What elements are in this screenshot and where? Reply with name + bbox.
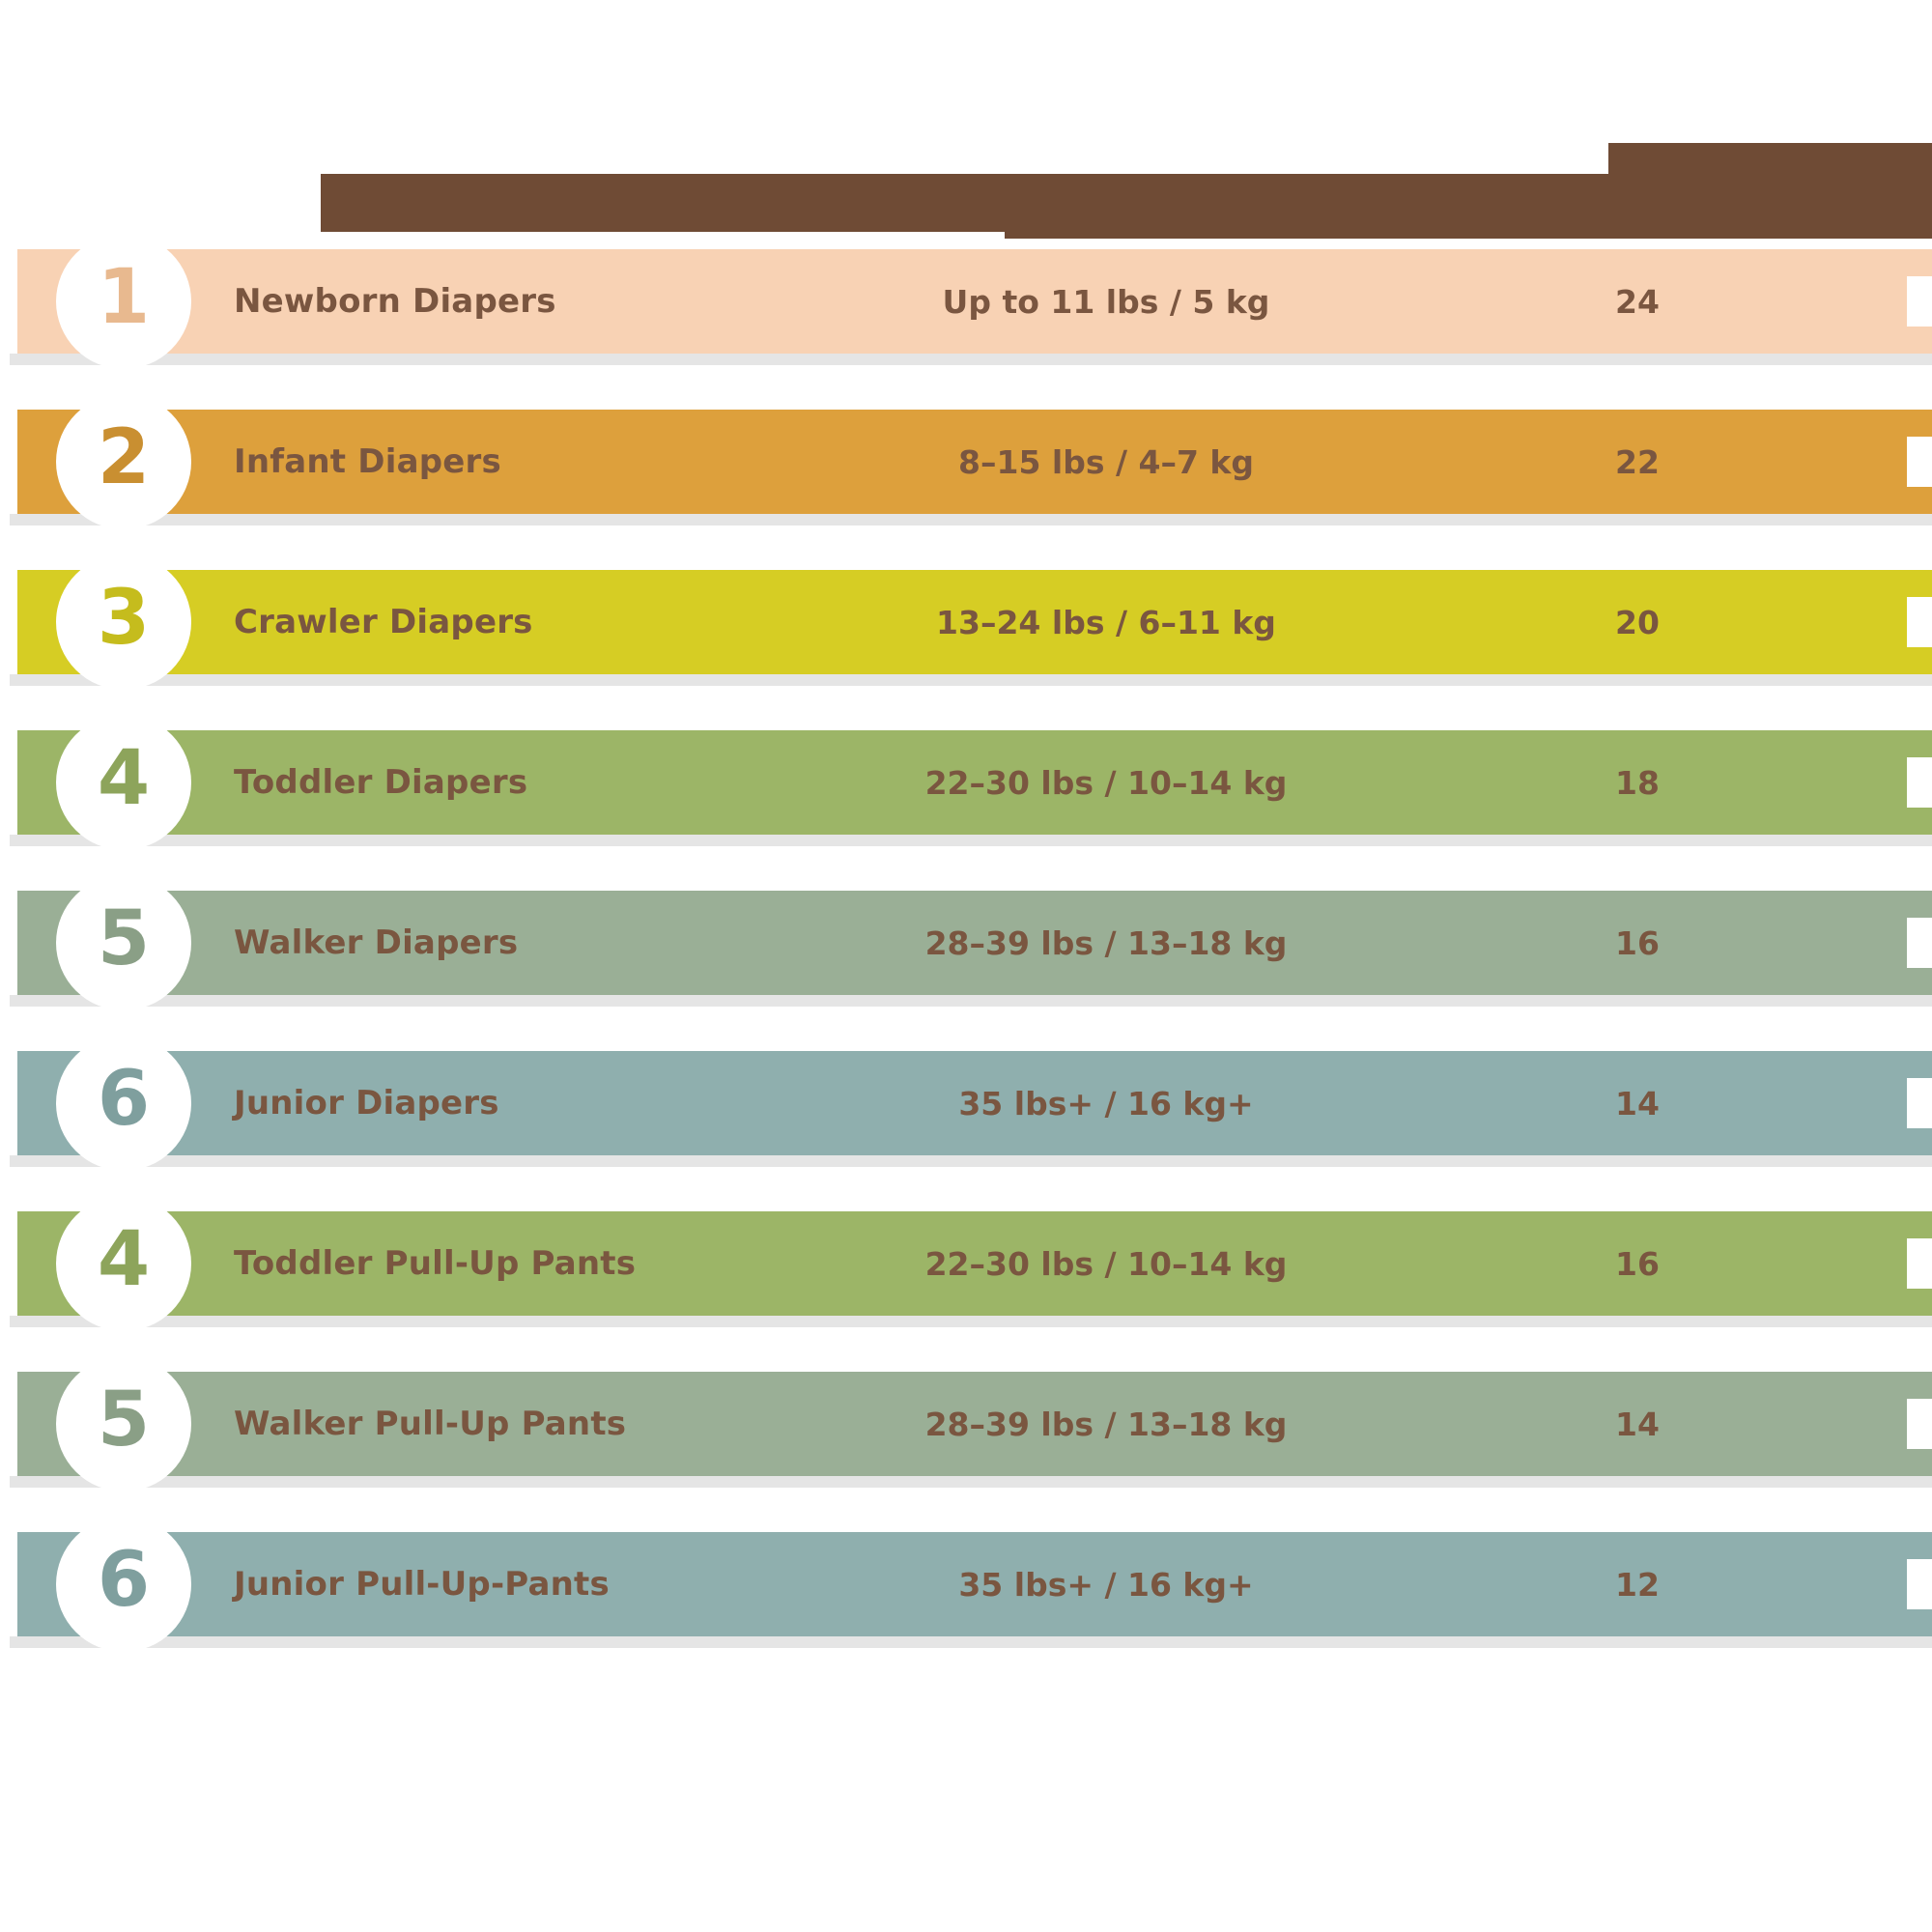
weight-range: 35 lbs+ / 16 kg+ — [958, 1565, 1254, 1604]
weight-range: 13–24 lbs / 6–11 kg — [936, 603, 1276, 641]
weight-range: 35 lbs+ / 16 kg+ — [958, 1084, 1254, 1122]
weight-range: 28–39 lbs / 13–18 kg — [924, 923, 1288, 962]
row-right-notch — [1907, 1078, 1932, 1128]
size-number: 5 — [97, 1377, 151, 1463]
row-left-cap — [0, 410, 17, 514]
product-name: Toddler Diapers — [234, 763, 528, 802]
product-name: Junior Diapers — [234, 1084, 499, 1122]
table-row[interactable] — [0, 891, 1932, 995]
product-name: Toddler Pull-Up Pants — [234, 1244, 637, 1283]
product-name: Newborn Diapers — [234, 282, 556, 321]
size-badge — [56, 554, 191, 690]
size-badge — [56, 1356, 191, 1492]
size-number: 3 — [97, 575, 151, 662]
table-row[interactable] — [0, 730, 1932, 835]
count-per-pack: 18 — [1615, 763, 1660, 802]
row-left-cap — [0, 1372, 17, 1476]
row-right-notch — [1907, 1238, 1932, 1289]
row-left-cap — [0, 730, 17, 835]
count-per-pack: 14 — [1615, 1405, 1660, 1443]
row-left-cap — [0, 249, 17, 354]
count-per-pack: 22 — [1615, 442, 1660, 481]
weight-range: 28–39 lbs / 13–18 kg — [924, 1405, 1288, 1443]
size-badge — [56, 875, 191, 1010]
table-row[interactable] — [0, 570, 1932, 674]
table-row[interactable] — [0, 1211, 1932, 1316]
size-badge — [56, 394, 191, 529]
row-right-notch — [1907, 1559, 1932, 1609]
product-name: Walker Pull-Up Pants — [234, 1405, 627, 1443]
weight-range: 22–30 lbs / 10–14 kg — [924, 763, 1288, 802]
count-per-pack: 16 — [1615, 923, 1660, 962]
size-badge — [56, 1036, 191, 1171]
count-per-pack: 14 — [1615, 1084, 1660, 1122]
row-right-notch — [1907, 757, 1932, 808]
size-badge — [56, 1517, 191, 1652]
row-left-cap — [0, 570, 17, 674]
size-number: 5 — [97, 895, 151, 982]
product-name: Infant Diapers — [234, 442, 501, 481]
size-badge — [56, 1196, 191, 1331]
row-left-cap — [0, 1051, 17, 1155]
product-name: Crawler Diapers — [234, 603, 533, 641]
header-band-top-segment — [1608, 143, 1932, 178]
count-per-pack: 24 — [1615, 282, 1660, 321]
size-number: 6 — [97, 1056, 151, 1143]
count-per-pack: 20 — [1615, 603, 1660, 641]
row-left-cap — [0, 1532, 17, 1636]
table-row[interactable] — [0, 1051, 1932, 1155]
row-right-notch — [1907, 437, 1932, 487]
size-badge — [56, 715, 191, 850]
size-number: 6 — [97, 1537, 151, 1624]
size-badge — [56, 234, 191, 369]
row-right-notch — [1907, 918, 1932, 968]
size-chart-rows — [0, 249, 1932, 1692]
table-row[interactable] — [0, 1532, 1932, 1636]
product-name: Junior Pull-Up-Pants — [234, 1565, 610, 1604]
row-right-notch — [1907, 597, 1932, 647]
count-per-pack: 12 — [1615, 1565, 1660, 1604]
header-band-bottom-segment — [1005, 217, 1932, 239]
weight-range: Up to 11 lbs / 5 kg — [942, 282, 1270, 321]
size-number: 4 — [97, 735, 151, 822]
table-row[interactable] — [0, 410, 1932, 514]
count-per-pack: 16 — [1615, 1244, 1660, 1283]
row-left-cap — [0, 1211, 17, 1316]
row-right-notch — [1907, 276, 1932, 327]
size-number: 2 — [97, 414, 151, 501]
table-row[interactable] — [0, 1372, 1932, 1476]
size-number: 4 — [97, 1216, 151, 1303]
row-left-cap — [0, 891, 17, 995]
product-name: Walker Diapers — [234, 923, 519, 962]
weight-range: 8–15 lbs / 4–7 kg — [958, 442, 1254, 481]
weight-range: 22–30 lbs / 10–14 kg — [924, 1244, 1288, 1283]
size-number: 1 — [97, 254, 151, 341]
row-right-notch — [1907, 1399, 1932, 1449]
table-row[interactable] — [0, 249, 1932, 354]
